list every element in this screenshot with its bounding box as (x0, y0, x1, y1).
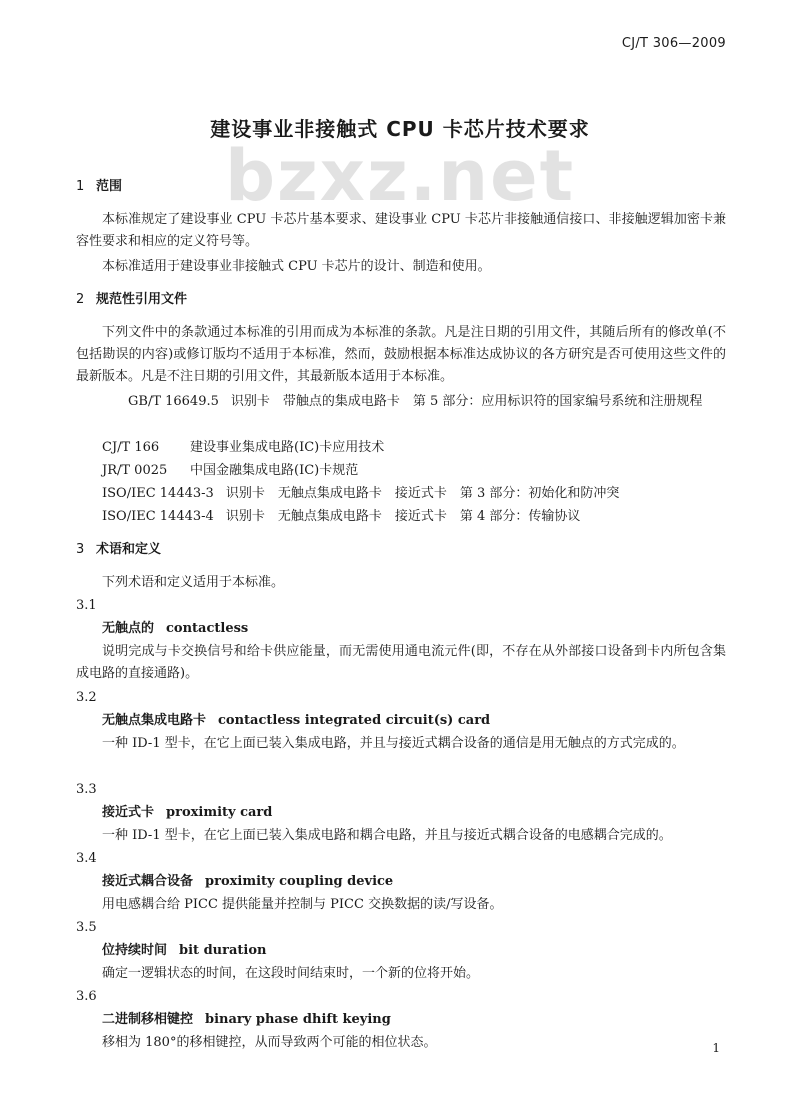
term-definition: 移相为 180°的移相键控，从而导致两个可能的相位状态。 (102, 1035, 437, 1050)
scope-paragraph-1: 本标准规定了建设事业 CPU 卡芯片基本要求、建设事业 CPU 卡芯片非接触通信接口、非接触逻辑加密卡兼容性要求和相应的定义符号等。 (76, 212, 726, 249)
clause-number: 3.1 (76, 598, 97, 613)
section-heading-references: 2 规范性引用文件 (76, 292, 188, 307)
term-heading: 二进制移相键控 binary phase dhift keying (102, 1012, 391, 1027)
document-title: 建设事业非接触式 CPU 卡芯片技术要求 (210, 117, 590, 141)
watermark: bzxz.net (224, 135, 576, 217)
term-definition: 一种 ID-1 型卡，在它上面已装入集成电路和耦合电路，并且与接近式耦合设备的电感耦合完成的。 (102, 828, 672, 843)
reference-item: ISO/IEC 14443-4 识别卡 无触点集成电路卡 接近式卡 第 4 部分：传输协议 (102, 509, 581, 524)
clause-number: 3.5 (76, 920, 97, 935)
term-definition: 说明完成与卡交换信号和给卡供应能量，而无需使用通电流元件(即，不存在从外部接口设备到卡内所包含集成电路的直接通路)。 (76, 644, 726, 681)
term-definition: 一种 ID-1 型卡，在它上面已装入集成电路，并且与接近式耦合设备的通信是用无触点的方式完成的。 (102, 736, 685, 751)
section-heading-scope: 1 范围 (76, 179, 123, 194)
terms-intro: 下列术语和定义适用于本标准。 (102, 575, 285, 590)
term-heading: 接近式卡 proximity card (102, 805, 273, 820)
term-heading: 接近式耦合设备 proximity coupling device (102, 874, 394, 889)
term-definition: 确定一逻辑状态的时间，在这段时间结束时，一个新的位将开始。 (102, 966, 480, 981)
page-number: 1 (712, 1041, 720, 1055)
term-heading: 无触点集成电路卡 contactless integrated circuit(s) card (102, 713, 491, 728)
standard-code: CJ/T 306—2009 (621, 36, 726, 51)
reference-item: GB/T 16649.5 识别卡 带触点的集成电路卡 第 5 部分：应用标识符的国家编号系统和注册规程 (128, 394, 703, 409)
clause-number: 3.3 (76, 782, 97, 797)
clause-number: 3.2 (76, 690, 97, 705)
section-heading-terms: 3 术语和定义 (76, 542, 162, 557)
scope-paragraph-2: 本标准适用于建设事业非接触式 CPU 卡芯片的设计、制造和使用。 (102, 259, 491, 274)
reference-item: CJ/T 166 建设事业集成电路(IC)卡应用技术 (102, 440, 385, 455)
term-definition: 用电感耦合给 PICC 提供能量并控制与 PICC 交换数据的读/写设备。 (102, 897, 503, 912)
references-paragraph: 下列文件中的条款通过本标准的引用而成为本标准的条款。凡是注日期的引用文件，其随后所有的修改单(不包括勘误的内容)或修订版均不适用于本标准，然而，鼓励根据本标准达成协议的各方研究是否可使用这些文件的最新版本。凡是不注日期的引用文件，其最新版本适用于本标准。 (76, 325, 726, 384)
term-heading: 无触点的 contactless (102, 621, 249, 636)
reference-item: JR/T 0025 中国金融集成电路(IC)卡规范 (102, 463, 359, 478)
clause-number: 3.6 (76, 989, 97, 1004)
clause-number: 3.4 (76, 851, 97, 866)
reference-item: ISO/IEC 14443-3 识别卡 无触点集成电路卡 接近式卡 第 3 部分：初始化和防冲突 (102, 486, 620, 501)
term-heading: 位持续时间 bit duration (102, 943, 267, 958)
